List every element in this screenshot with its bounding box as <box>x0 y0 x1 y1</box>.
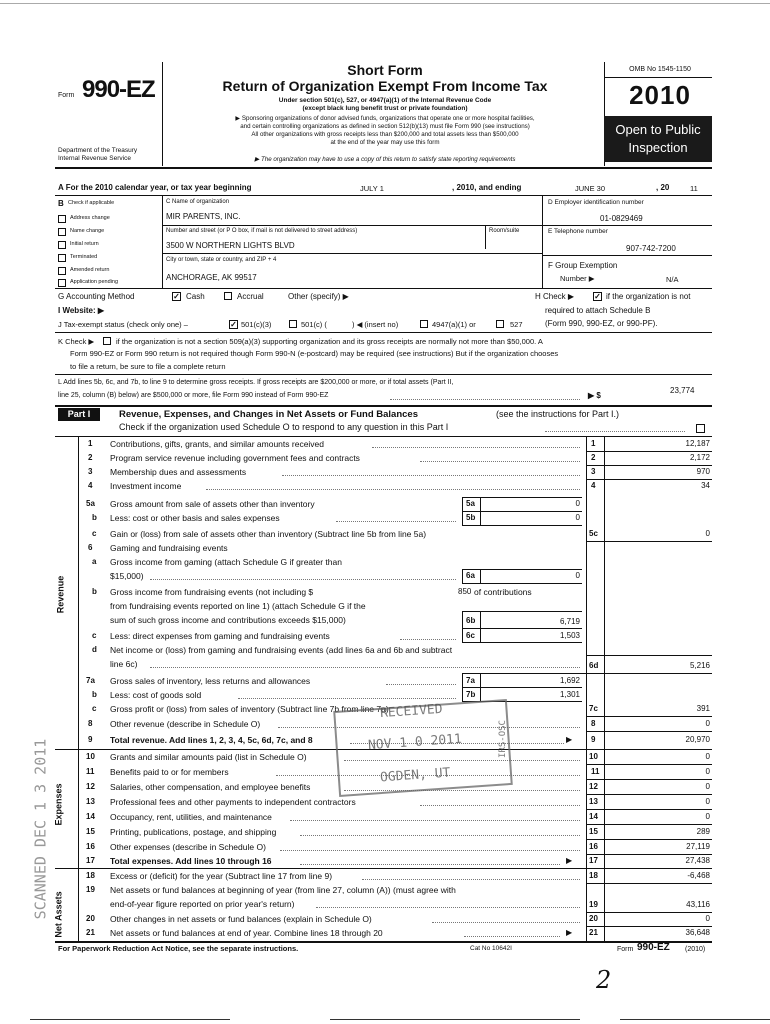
section-b-check-label: Check if applicable <box>68 200 115 206</box>
part-1-title: Revenue, Expenses, and Changes in Net Assets or Fund Balances <box>119 409 418 420</box>
line-k-text-1: if the organization is not a section 509(a)(3) supporting organization and its gross receipts are normally not more than $50,000. A <box>116 337 543 346</box>
line-14-box: 14 <box>589 812 598 821</box>
footer-form-year: (2010) <box>685 946 706 953</box>
line-6b-text-1b: of contributions <box>474 587 532 597</box>
line-5c-text: Gain or (loss) from sale of assets other than inventory (Subtract line 5b from line 5a) <box>110 529 427 539</box>
line-2-amount: 2,172 <box>689 453 710 462</box>
line-20-box: 20 <box>589 914 598 923</box>
line-l-text-2: line 25, column (B) below) are $500,000 or more, file Form 990 instead of Form 990-EZ <box>58 392 329 399</box>
line-13-number: 13 <box>86 797 95 806</box>
line-7c-amount: 391 <box>696 704 710 713</box>
line-3-number: 3 <box>88 467 93 476</box>
line-7a-text: Gross sales of inventory, less returns and allowances <box>110 676 311 686</box>
line-6c-box: 6c <box>466 631 475 640</box>
line-10-text: Grants and similar amounts paid (list in Schedule O) <box>110 752 307 762</box>
telephone-value: 907-742-7200 <box>626 244 676 253</box>
line-11-box: 11 <box>591 767 600 776</box>
line-6d-number: d <box>92 645 97 654</box>
line-2-box: 2 <box>591 453 596 462</box>
line-5a-text: Gross amount from sale of assets other than inventory <box>110 499 315 509</box>
line-4-text: Investment income <box>110 481 182 491</box>
city-state-zip: ANCHORAGE, AK 99517 <box>166 273 257 282</box>
line-6d-text-1: Net income or (loss) from gaming and fundraising events (add lines 6a and 6b and subtract <box>110 645 453 655</box>
end-year-prefix: , 20 <box>656 183 670 192</box>
line-10-number: 10 <box>86 752 95 761</box>
line-19-text-2: end-of-year figure reported on prior year's return) <box>110 899 295 909</box>
line-19-amount: 43,116 <box>686 900 710 909</box>
irs-osc-stamp-text: IRS-OSC <box>497 720 508 758</box>
line-18-box: 18 <box>589 871 598 880</box>
checkbox-name-change[interactable] <box>58 228 66 236</box>
line-11-text: Benefits paid to or for members <box>110 767 229 777</box>
line-18-text: Excess or (deficit) for the year (Subtract line 17 from line 9) <box>110 871 333 881</box>
instruction-2: and certain controlling organizations as defined in section 512(b)(13) must file Form 990 (see instructions) <box>240 123 530 130</box>
line-6c-text: Less: direct expenses from gaming and fundraising events <box>110 631 330 641</box>
line-21-arrow: ▶ <box>566 928 573 937</box>
label-name-change: Name change <box>70 228 105 234</box>
handwritten-page-mark: 2 <box>596 966 612 994</box>
line-5c-amount: 0 <box>705 529 710 538</box>
line-l-text-1: L Add lines 5b, 6c, and 7b, to line 9 to determine gross receipts. If gross receipts are $200,000 or more, or if total assets (Part II, <box>58 379 454 386</box>
instruction-4: at the end of the year may use this form <box>330 139 440 146</box>
scanned-stamp: SCANNED DEC 1 3 2011 <box>31 738 50 920</box>
line-15-text: Printing, publications, postage, and shipping <box>110 827 277 837</box>
line-8-number: 8 <box>88 719 93 728</box>
line-12-text: Salaries, other compensation, and employee benefits <box>110 782 311 792</box>
line-9-box: 9 <box>591 735 596 744</box>
line-6d-box: 6d <box>589 661 599 670</box>
paperwork-notice: For Paperwork Reduction Act Notice, see the separate instructions. <box>58 944 299 953</box>
label-initial-return: Initial return <box>70 241 99 247</box>
footer-form-prefix: Form <box>617 946 634 953</box>
line-15-amount: 289 <box>696 827 710 836</box>
line-a-mid: , 2010, and ending <box>452 183 522 192</box>
line-8-box: 8 <box>591 719 596 728</box>
line-7b-number: b <box>92 690 97 699</box>
city-label: City or town, state or country, and ZIP + 4 <box>166 257 277 263</box>
tax-year: 2010 <box>629 80 691 110</box>
line-8-text: Other revenue (describe in Schedule O) <box>110 719 261 729</box>
street-address: 3500 W NORTHERN LIGHTS BLVD <box>166 241 295 250</box>
line-6c-number: c <box>92 631 97 640</box>
line-k-check: K Check ▶ <box>58 337 95 346</box>
line-6a-amount: 0 <box>575 571 580 580</box>
revenue-side-label: Revenue <box>55 575 66 614</box>
line-15-box: 15 <box>589 827 598 836</box>
ein-label: D Employer identification number <box>548 199 644 206</box>
accounting-method-label: G Accounting Method <box>58 292 135 301</box>
line-5a-box: 5a <box>466 499 475 508</box>
line-6-number: 6 <box>88 543 93 552</box>
label-address-change: Address change <box>70 215 110 221</box>
line-6a-box: 6a <box>466 571 475 580</box>
received-stamp-text: RECEIVED <box>379 701 444 722</box>
part-1-schedule-o-text: Check if the organization used Schedule O to respond to any question in this Part I <box>119 422 449 432</box>
line-l-arrow: ▶ $ <box>588 391 601 400</box>
line-5a-number: 5a <box>86 499 95 508</box>
part-1-title-note: (see the instructions for Part I.) <box>496 409 620 419</box>
irs-label: Internal Revenue Service <box>58 155 131 162</box>
line-9-number: 9 <box>88 735 93 744</box>
line-4-amount: 34 <box>701 481 710 490</box>
line-20-amount: 0 <box>705 914 710 923</box>
line-6b-text-2: from fundraising events reported on line 1) (attach Schedule G if the <box>110 601 366 611</box>
end-year: 11 <box>690 184 698 193</box>
line-17-arrow: ▶ <box>566 856 573 865</box>
checkbox-cash[interactable]: ✓ <box>173 292 180 301</box>
line-5a-amount: 0 <box>575 499 580 508</box>
line-16-number: 16 <box>86 842 95 851</box>
checkbox-amended-return[interactable] <box>58 267 66 275</box>
line-19-box: 19 <box>589 900 598 909</box>
line-12-number: 12 <box>86 782 95 791</box>
line-20-number: 20 <box>86 914 95 923</box>
ein-value: 01-0829469 <box>600 214 643 223</box>
open-to-public-line2: Inspection <box>628 140 688 155</box>
line-5c-box: 5c <box>589 529 598 538</box>
line-6b-amount: 6,719 <box>559 617 580 626</box>
line-10-amount: 0 <box>705 752 710 761</box>
department-label: Department of the Treasury <box>58 147 138 154</box>
line-5b-box: 5b <box>466 513 476 522</box>
instruction-5: ▶ The organization may have to use a copy of this return to satisfy state reporting requirements <box>254 156 516 163</box>
line-11-number: 11 <box>86 767 95 776</box>
street-label: Number and street (or P O box, if mail is not delivered to street address) <box>166 228 358 234</box>
line-3-box: 3 <box>591 467 596 476</box>
form-title-main: Return of Organization Exempt From Income Tax <box>222 78 548 94</box>
line-1-amount: 12,187 <box>685 439 710 448</box>
line-13-text: Professional fees and other payments to independent contractors <box>110 797 356 807</box>
line-17-amount: 27,438 <box>685 856 710 865</box>
checkbox-501c3[interactable]: ✓ <box>230 320 237 329</box>
footer-form-number: 990-EZ <box>637 942 670 953</box>
line-19-text-1: Net assets or fund balances at beginning of year (from line 27, column (A)) (must agree with <box>110 885 456 895</box>
part-1-tag-label: Part I <box>67 409 91 419</box>
line-3-text: Membership dues and assessments <box>110 467 247 477</box>
line-1-number: 1 <box>88 439 93 448</box>
line-16-box: 16 <box>589 842 598 851</box>
line-6b-text-3: sum of such gross income and contributions exceeds $15,000) <box>110 615 346 625</box>
line-9-text: Total revenue. Add lines 1, 2, 3, 4, 5c, 6d, 7c, and 8 <box>110 735 313 745</box>
checkbox-terminated[interactable] <box>58 254 66 262</box>
room-suite-label: Room/suite <box>489 228 520 234</box>
line-6c-amount: 1,503 <box>559 631 580 640</box>
line-h-text-2: required to attach Schedule B <box>545 306 651 315</box>
catalog-number: Cat No 10642I <box>470 945 512 952</box>
label-insert-no: ) ◀ (insert no) <box>352 320 399 329</box>
line-14-text: Occupancy, rent, utilities, and maintenance <box>110 812 272 822</box>
gross-receipts-value: 23,774 <box>670 386 695 395</box>
line-12-amount: 0 <box>705 782 710 791</box>
line-13-amount: 0 <box>705 797 710 806</box>
line-6d-amount: 5,216 <box>689 661 710 670</box>
label-other-method: Other (specify) ▶ <box>288 292 349 301</box>
line-17-box: 17 <box>589 856 598 865</box>
line-h-text-3: (Form 990, 990-EZ, or 990-PF). <box>545 319 658 328</box>
telephone-label: E Telephone number <box>548 228 608 235</box>
line-11-amount: 0 <box>705 767 710 776</box>
line-21-box: 21 <box>589 928 598 937</box>
line-18-number: 18 <box>86 871 95 880</box>
line-5b-amount: 0 <box>575 513 580 522</box>
line-h-check: H Check ▶ <box>535 292 575 301</box>
instruction-3: All other organizations with gross receipts less than $200,000 and total assets less than $500,000 <box>251 131 519 138</box>
line-h-text-1: if the organization is not <box>606 292 691 301</box>
line-7a-amount: 1,692 <box>559 676 580 685</box>
tax-year-end: JUNE 30 <box>575 184 606 193</box>
form-number: 990-EZ <box>82 76 155 103</box>
line-7c-number: c <box>92 704 97 713</box>
line-21-number: 21 <box>86 928 95 937</box>
label-501c: 501(c) ( <box>301 320 327 329</box>
line-16-text: Other expenses (describe in Schedule O) <box>110 842 266 852</box>
line-14-amount: 0 <box>705 812 710 821</box>
section-b-label: B <box>58 199 64 208</box>
line-7b-amount: 1,301 <box>559 690 580 699</box>
line-6b-box: 6b <box>466 616 476 625</box>
checkbox-part-1-schedule-o[interactable] <box>696 424 705 433</box>
label-terminated: Terminated <box>70 254 98 260</box>
line-7c-box: 7c <box>589 704 598 713</box>
line-17-text: Total expenses. Add lines 10 through 16 <box>110 856 272 866</box>
line-7a-box: 7a <box>466 676 475 685</box>
line-13-box: 13 <box>589 797 598 806</box>
open-to-public-line1: Open to Public <box>615 122 701 137</box>
line-1-text: Contributions, gifts, grants, and similar amounts received <box>110 439 325 449</box>
line-6b-text-1: Gross income from fundraising events (not including $ <box>110 587 314 597</box>
line-9-amount: 20,970 <box>685 735 710 744</box>
line-4-box: 4 <box>591 481 596 490</box>
line-6a-text-1: Gross income from gaming (attach Schedule G if greater than <box>110 557 342 567</box>
line-21-amount: 36,648 <box>685 928 710 937</box>
line-7b-box: 7b <box>466 690 476 699</box>
line-21-text: Net assets or fund balances at end of year. Combine lines 18 through 20 <box>110 928 383 938</box>
label-4947: 4947(a)(1) or <box>432 320 476 329</box>
line-9-arrow: ▶ <box>566 735 573 744</box>
label-cash: Cash <box>186 292 205 301</box>
tax-exempt-status-label: J Tax-exempt status (check only one) – <box>58 320 188 329</box>
line-3-amount: 970 <box>696 467 710 476</box>
line-6a-text-2: $15,000) <box>110 571 144 581</box>
label-accrual: Accrual <box>237 292 264 301</box>
omb-number: OMB No 1545-1150 <box>629 66 691 73</box>
line-1-box: 1 <box>591 439 596 448</box>
form-prefix: Form <box>58 92 75 99</box>
line-5b-number: b <box>92 513 97 522</box>
line-6b-contribution-amount: 850 <box>458 587 472 596</box>
line-6-text: Gaming and fundraising events <box>110 543 228 553</box>
checkbox-527[interactable] <box>496 320 504 328</box>
line-12-box: 12 <box>589 782 598 791</box>
line-5b-text: Less: cost or other basis and sales expenses <box>110 513 280 523</box>
net-assets-side-label: Net Assets <box>53 891 64 938</box>
line-20-text: Other changes in net assets or fund balances (explain in Schedule O) <box>110 914 372 924</box>
line-14-number: 14 <box>86 812 95 821</box>
checkbox-4947[interactable] <box>420 320 428 328</box>
checkbox-line-k[interactable] <box>103 337 111 345</box>
checkbox-501c[interactable] <box>289 320 297 328</box>
website-label: I Website: ▶ <box>58 306 105 315</box>
line-2-text: Program service revenue including government fees and contracts <box>110 453 360 463</box>
line-6d-text-2: line 6c) <box>110 659 138 669</box>
subtitle-1: Under section 501(c), 527, or 4947(a)(1) of the Internal Revenue Code <box>278 97 492 104</box>
line-6a-number: a <box>92 557 97 566</box>
org-name: MIR PARENTS, INC. <box>166 212 241 221</box>
line-6b-number: b <box>92 587 97 596</box>
subtitle-2: (except black lung benefit trust or private foundation) <box>302 105 468 112</box>
label-527: 527 <box>510 320 523 329</box>
checkbox-accrual[interactable] <box>224 292 232 300</box>
line-17-number: 17 <box>86 856 95 865</box>
instruction-1: ▶ Sponsoring organizations of donor advised funds, organizations that operate one or more hospital facilities, <box>235 115 535 122</box>
line-k-text-2: Form 990-EZ or Form 990 return is not required though Form 990-N (e-postcard) may be required (see instructions) But if the organization chooses <box>70 349 559 358</box>
group-exemption-label-2: Number ▶ <box>560 274 595 283</box>
line-7a-number: 7a <box>86 676 95 685</box>
received-stamp-date: NOV 1 0 2011 <box>367 731 463 754</box>
line-7b-text: Less: cost of goods sold <box>110 690 202 700</box>
checkbox-initial-return[interactable] <box>58 241 66 249</box>
line-4-number: 4 <box>88 481 93 490</box>
line-8-amount: 0 <box>705 719 710 728</box>
line-k-text-3: to file a return, be sure to file a complete return <box>70 362 226 371</box>
group-exemption-label: F Group Exemption <box>548 261 618 270</box>
line-2-number: 2 <box>88 453 93 462</box>
group-exemption-value: N/A <box>666 275 679 284</box>
line-16-amount: 27,119 <box>686 842 710 851</box>
org-name-label: C Name of organization <box>166 199 230 205</box>
checkbox-schedule-b[interactable]: ✓ <box>594 292 601 301</box>
line-10-box: 10 <box>589 752 598 761</box>
received-stamp-city: OGDEN, UT <box>379 765 451 786</box>
checkbox-application-pending[interactable] <box>58 279 66 287</box>
line-a-label: A For the 2010 calendar year, or tax year beginning <box>58 183 252 192</box>
line-15-number: 15 <box>86 827 95 836</box>
line-18-amount: -6,468 <box>687 871 710 880</box>
line-5c-number: c <box>92 529 97 538</box>
label-501c3: 501(c)(3) <box>241 320 272 329</box>
expenses-side-label: Expenses <box>53 783 64 826</box>
form-title-short: Short Form <box>347 62 423 78</box>
line-19-number: 19 <box>86 885 95 894</box>
label-amended-return: Amended return <box>70 267 110 273</box>
checkbox-address-change[interactable] <box>58 215 66 223</box>
line-7c-text: Gross profit or (loss) from sales of inventory (Subtract line 7b from line 7a) <box>110 704 389 714</box>
tax-year-begin: JULY 1 <box>360 184 384 193</box>
label-application-pending: Application pending <box>70 279 119 285</box>
